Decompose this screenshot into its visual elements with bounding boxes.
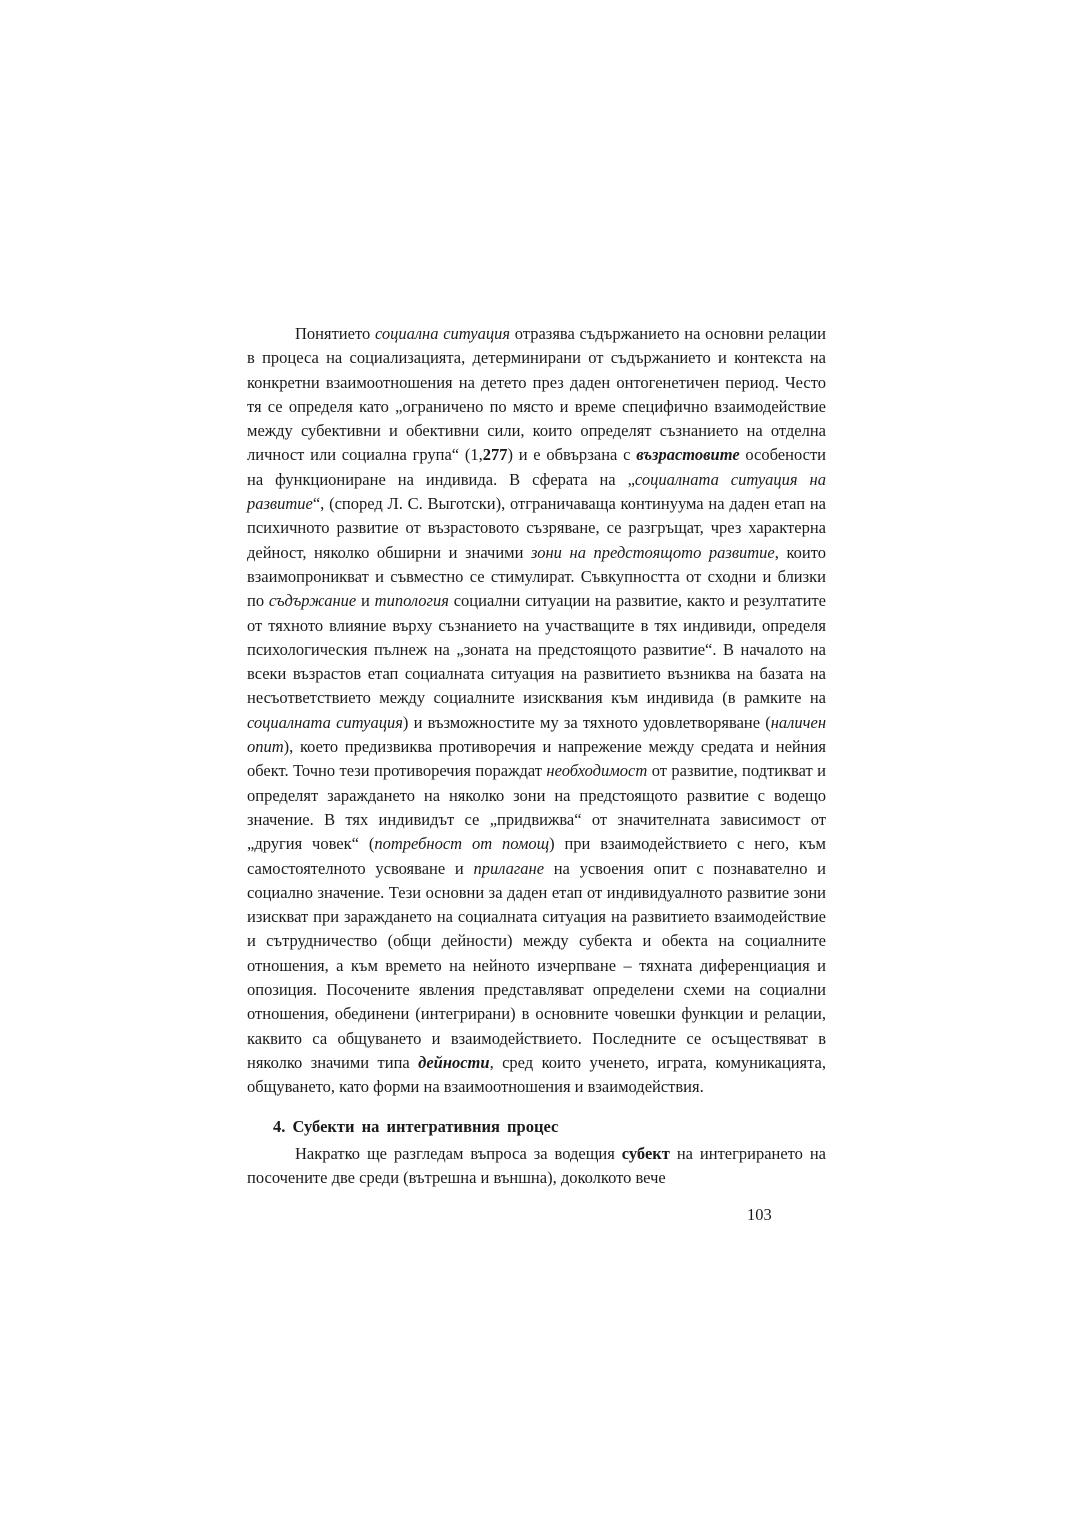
bold-phrase: 277: [482, 445, 508, 465]
text-run: Понятието: [295, 324, 375, 343]
text-run: ), което предизвиква противоречия и напрежение между средата и нейния обект. Точно тези противоречия пораждат: [247, 737, 826, 781]
bold-phrase: субект: [621, 1143, 670, 1163]
paragraph-social-situation: [247, 322, 826, 1100]
text-run: на интегрирането на посочените две среди (вътрешна и външна), доколкото вече: [247, 1143, 827, 1187]
text-run: ) при взаимодействието с него, към самостоятелното усвояване и: [247, 834, 826, 878]
text-run: социални ситуации на развитие, както и резултатите от тяхното влияние върху съзнанието на участващите в тях индивиди, определя психологическия пълнеж на „зоната на предстоящото развитие“. В началото на всеки възрастов етап социалната ситуация на развитието възниква на базата на несъответствието между социалните изисквания към индивида (в рамките на: [247, 591, 826, 708]
italic-phrase: прилагане: [473, 858, 545, 878]
italic-phrase: съдържание: [268, 591, 357, 611]
italic-phrase: зони на предстоящото развитие: [531, 542, 775, 562]
italic-phrase: необходимост: [546, 761, 648, 781]
section-heading: 4. Субекти на интегративния процес: [273, 1116, 559, 1136]
italic-phrase: социалната ситуация: [247, 712, 403, 732]
italic-phrase: социалната ситуация на развитие: [247, 469, 826, 514]
body-text: [247, 322, 826, 1190]
italic-phrase: потребност от помощ: [374, 834, 550, 854]
text-run: от развитие, подтикват и определят зараждането на няколко зони на предстоящото развитие с водещо значение. В тях индивидът се „придвижва“ от значителната зависимост от „другия човек“ (: [247, 761, 826, 854]
italic-phrase: наличен опит: [247, 712, 827, 757]
page-number: 103: [747, 1205, 772, 1224]
paragraph-subject: [247, 1142, 826, 1191]
text-run: отразява съдържанието на основни релации в процеса на социализацията, детерминирани от съдържанието и контекста на конкретни взаимоотношения на детето през даден онтогенетичен период. Често тя се определя като „ограничено по място и време специфично взаимодействие между субективни и обективни сили, които определят съзнанието на отделна личност или социална група“ (1,: [247, 324, 827, 465]
text-run: , сред които ученето, играта, комуникацията, общуването, като форми на взаимоотношения и взаимодействия.: [247, 1052, 826, 1097]
italic-phrase: социална ситуация: [374, 324, 511, 343]
italic-phrase: типология: [374, 591, 449, 611]
text-run: ) и е обвързана с: [507, 445, 637, 465]
text-run: ) и възможностите му за тяхното удовлетворяване (: [402, 712, 771, 732]
text-run: особености на функциониране на индивида. В сферата на „: [247, 445, 826, 489]
text-run: на усвоения опит с познавателно и социално значение. Тези основни за даден етап от индивидуалното развитие зони изискват при зараждането на социалната ситуация на развитието взаимодействие и сътрудничество (общи дейности) между субекта и обекта на социалните отношения, а към времето на нейното изчерпване – тяхната диференциация и опозиция. Посочените явления представляват определени схеми на социални отношения, обединени (интегрирани) в основните човешки функции и релации, каквито са общуването и взаимодействието. Последните се осъществяват в няколко значими типа: [247, 858, 827, 1072]
text-run: “, (според Л. С. Выготски), отграничаваща континуума на даден етап на психичното развитие от възрастовото съзряване, се разгръщат, чрез характерна дейност, няколко обширни и значими: [247, 494, 826, 562]
bold-italic-phrase: възрастовите: [636, 445, 740, 465]
bold-italic-phrase: дейности: [418, 1052, 490, 1072]
text-run: , които взаимопроникват и съвместно се стимулират. Съвкупността от сходни и близки по: [247, 542, 826, 611]
text-run: Накратко ще разгледам въпроса за водещия: [295, 1143, 622, 1163]
text-run: и: [356, 591, 375, 611]
